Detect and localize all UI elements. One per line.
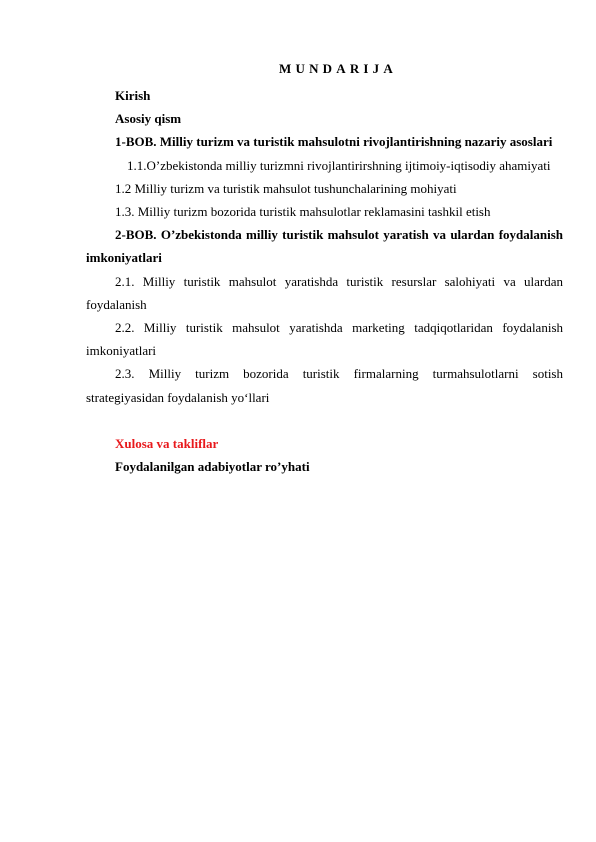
toc-item-main-part: Asosiy qism [115,111,182,127]
toc-item-section-1-2: 1.2 Milliy turizm va turistik mahsulot tushunchalarining mohiyati [115,180,457,196]
toc-item-section-2-1: 2.1. Milliy turistik mahsulot yaratishda turistik resurslar salohiyati va ulardan foydalanish [86,273,563,312]
section-spacer [86,409,563,432]
toc-item-section-1-3: 1.3. Milliy turizm bozorida turistik mahsulotlar reklamasini tashkil etish [115,204,491,220]
toc-item-section-2-2: 2.2. Milliy turistik mahsulot yaratishda marketing tadqiqotlaridan foydalanish imkoniyatlari [86,320,563,359]
toc-item-references: Foydalanilgan adabiyotlar ro’yhati [115,459,310,475]
toc-item-chapter-2: 2-BOB. O’zbekistonda milliy turistik mahsulot yaratish va ulardan foydalanish imkoniyatlari [86,227,563,266]
toc-item-introduction: Kirish [115,88,151,103]
toc-item-section-2-3: 2.3. Milliy turizm bozorida turistik firmalarning turmahsulotlarni sotish strategiyasidan foydalanish yo‘llari [86,366,563,405]
toc-item-chapter-1: 1-BOB. Milliy turizm va turistik mahsulotni rivojlantirishning nazariy asoslari [115,134,553,150]
page-title: MUNDARIJA [279,61,397,76]
toc-item-conclusions: Xulosa va takliflar [115,436,219,452]
toc-item-section-1-1: 1.1.O’zbekistonda milliy turizmni rivojlantirirshning ijtimoiy-iqtisodiy ahamiyati [127,157,551,173]
table-of-contents [86,84,563,478]
